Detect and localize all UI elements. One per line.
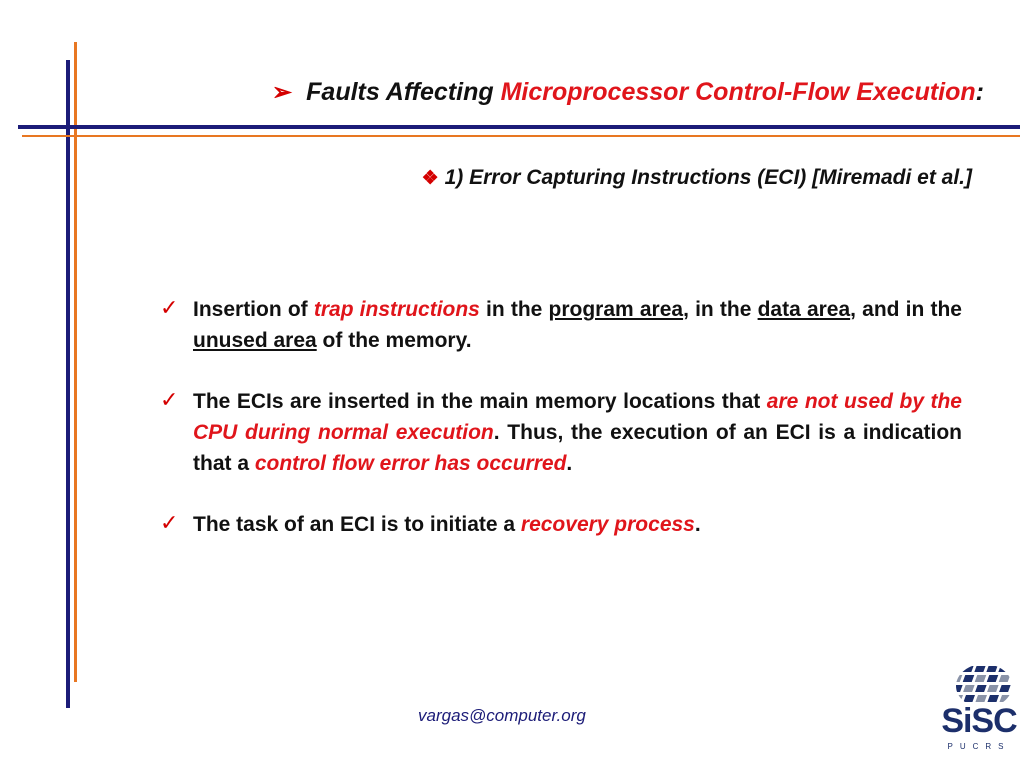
globe-icon (940, 662, 1020, 706)
check-icon: ✓ (160, 387, 179, 412)
title-text: Faults Affecting (306, 78, 501, 106)
sisc-logo (940, 662, 1020, 762)
underlined-text: unused area (193, 329, 317, 352)
slide-title (272, 78, 984, 107)
title-colon: : (975, 78, 984, 106)
logo-subtitle: PUCRS (947, 742, 1011, 751)
list-item: ✓ Insertion of trap instructions in the program area, in the data area, and in the unused area of the memory. (160, 294, 962, 356)
slide-subtitle (422, 166, 972, 190)
list-item: ✓ The ECIs are inserted in the main memory locations that are not used by the CPU during normal execution. Thus, the execution of an ECI is a indication that a control flow error has occurred. (160, 386, 962, 479)
highlight-text: control flow error has occurred (254, 452, 567, 475)
horizontal-rule-navy (18, 125, 1020, 129)
logo-name: SiSC (941, 702, 1017, 740)
diamond-bullet-icon: ❖ (421, 168, 439, 189)
bullet-list (160, 294, 962, 570)
highlight-text: are not used by the CPU during normal execution (193, 390, 962, 444)
arrow-bullet-icon: ➢ (272, 79, 293, 106)
highlight-text: trap instructions (313, 298, 480, 321)
horizontal-rule-orange (22, 135, 1020, 137)
vertical-rule-navy (66, 60, 70, 708)
check-icon: ✓ (160, 510, 179, 535)
list-item: ✓ The task of an ECI is to initiate a recovery process. (160, 509, 962, 540)
vertical-rule-orange (74, 42, 77, 682)
highlight-text: recovery process (520, 513, 695, 536)
subtitle-text: 1) Error Capturing Instructions (ECI) [Miremadi et al.] (444, 166, 972, 189)
underlined-text: program area (548, 298, 684, 321)
footer-email: vargas@computer.org (418, 706, 586, 725)
underlined-text: data area (757, 298, 851, 321)
title-highlight: Microprocessor Control-Flow Execution (500, 78, 976, 106)
check-icon: ✓ (160, 295, 179, 320)
